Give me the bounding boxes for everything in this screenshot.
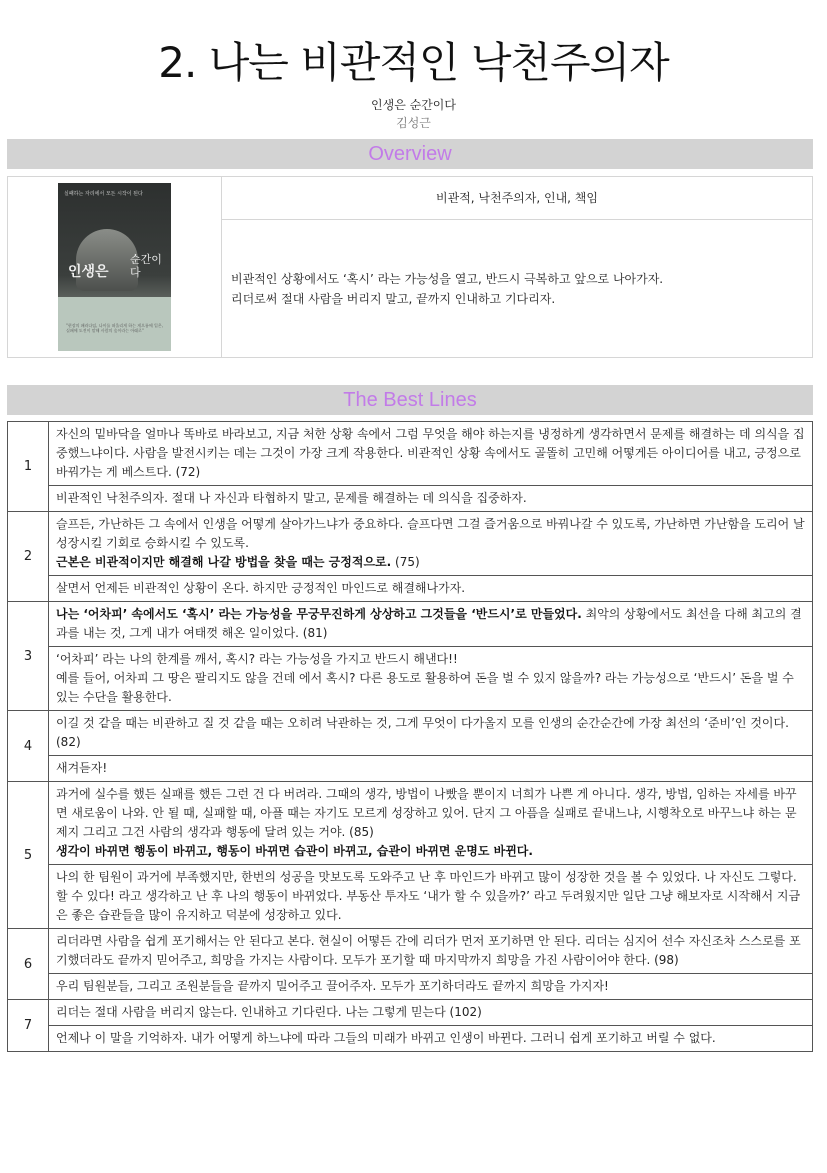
table-row	[8, 647, 813, 711]
note-text: 비관적인 낙천주의자. 절대 나 자신과 타협하지 말고, 문제를 해결하는 데 의식을 집중하자.	[56, 491, 527, 505]
entry-number: 7	[8, 1000, 49, 1052]
quote-cell	[49, 782, 813, 865]
quote-cell	[49, 1000, 813, 1026]
note-cell	[49, 974, 813, 1000]
quote-page-ref: (75)	[391, 555, 420, 569]
table-row	[8, 422, 813, 486]
best-lines-table	[7, 421, 813, 1052]
entry-number: 6	[8, 929, 49, 1000]
summary-line: 비관적인 상황에서도 ‘혹시’ 라는 가능성을 열고, 반드시 극복하고 앞으로 나아가자.	[231, 272, 664, 286]
quote-text: 이길 것 같을 때는 비관하고 질 것 같을 때는 오히려 낙관하는 것, 그게 무엇이 다가올지 모를 인생의 순간순간에 가장 최선의 ‘준비’인 것이다. (82)	[56, 716, 789, 749]
quote-cell	[49, 711, 813, 756]
note-text: 살면서 언제든 비관적인 상황이 온다. 하지만 긍정적인 마인드로 해결해나가자.	[56, 581, 466, 595]
quote-cell	[49, 929, 813, 974]
quote-cell	[49, 512, 813, 576]
quote-cell	[49, 422, 813, 486]
table-row	[8, 1000, 813, 1026]
overview-box	[7, 176, 813, 358]
note-text: 나의 한 팀원이 과거에 부족했지만, 한번의 성공을 맛보도록 도와주고 난 후 마인드가 바뀌고 많이 성장한 것을 볼 수 있었다. 나 자신도 그렇다. 할 수 있다! 라고 생각하고 난 후 나의 행동이 바뀌었다. 부동산 투자도 ‘내가 할 수 있을까?’ 라고 두려웠지만 일단 그냥 해보자로 시작해서 지금은 좋은 습관들을 많이 유지하고 덕분에 성장하고 있다.	[56, 870, 801, 922]
note-text: ‘어차피’ 라는 나의 한계를 깨서, 혹시? 라는 가능성을 가지고 반드시 해낸다!!	[56, 652, 458, 666]
quote-cell	[49, 602, 813, 647]
entry-number: 5	[8, 782, 49, 929]
entry-number: 2	[8, 512, 49, 602]
table-row	[8, 602, 813, 647]
table-row	[8, 782, 813, 865]
note-cell	[49, 486, 813, 512]
table-row	[8, 929, 813, 974]
entry-number: 4	[8, 711, 49, 782]
quote-text: 최악의 상황에서도 최선을 다해 최고의 결과를 내는 것, 그게 내가 여태껏 해온 일이었다. (81)	[56, 607, 802, 640]
note-text: 예를 들어, 어차피 그 땅은 팔리지도 않을 건데 에서 혹시? 다른 용도로 활용하여 돈을 벌 수 있지 않을까? 라는 가능성으로 ‘반드시’ 돈을 벌 수 있는 수단을 활용한다.	[56, 671, 794, 704]
book-cover-image	[58, 183, 171, 351]
summary-line: 리더로써 절대 사람을 버리지 말고, 끝까지 인내하고 기다리자.	[231, 292, 556, 306]
table-row	[8, 756, 813, 782]
table-row	[8, 974, 813, 1000]
quote-text: 자신의 밑바닥을 얼마나 똑바로 바라보고, 지금 처한 상황 속에서 그럼 무엇을 해야 하는지를 냉정하게 생각하면서 문제를 해결하는 데 의식을 집중했느냐이다. 사람을 발전시키는 데는 그것이 가장 크게 작용한다. 비관적인 상황 속에서도 골똘히 고민해 어떻게든 아이디어를 내고, 긍정으로 바꿔가는 게 베스트다. (72)	[56, 427, 805, 479]
quote-text: 리더는 절대 사람을 버리지 않는다. 인내하고 기다린다. 나는 그렇게 믿는다 (102)	[56, 1005, 482, 1019]
quote-bold-text: 근본은 비관적이지만 해결해 나갈 방법을 찾을 때는 긍정적으로.	[56, 555, 392, 569]
book-author: 김성근	[396, 116, 431, 130]
table-row	[8, 711, 813, 756]
quote-text: 리더라면 사람을 쉽게 포기해서는 안 된다고 본다. 현실이 어떻든 간에 리더가 먼저 포기하면 안 된다. 리더는 심지어 선수 자신조차 스스로를 포기했더라도 끝까지 믿어주고, 희망을 가지는 사람이다. 모두가 포기할 때 마지막까지 희망을 가진 사람이어야 한다. (98)	[56, 934, 801, 967]
note-text: 언제나 이 말을 기억하자. 내가 어떻게 하느냐에 따라 그들의 미래가 바뀌고 인생이 바뀐다. 그러니 쉽게 포기하고 버릴 수 없다.	[56, 1031, 716, 1045]
note-text: 우리 팀원분들, 그리고 조원분들을 끝까지 밀어주고 끌어주자. 모두가 포기하더라도 끝까지 희망을 가지자!	[56, 979, 609, 993]
book-title: 인생은 순간이다	[371, 98, 456, 112]
overview-heading: Overview	[7, 139, 813, 169]
best-lines-heading: The Best Lines	[7, 385, 813, 415]
note-cell	[49, 576, 813, 602]
table-row	[8, 512, 813, 576]
cover-portrait	[76, 229, 138, 291]
cover-cell	[8, 177, 222, 357]
page-title: 2. 나는 비관적인 낙천주의자	[158, 38, 669, 87]
cover-bottom-text: "현장의 패러다임, 나이를 떠올리게 하는 게으름에 입은, 실패에 도전이 말해 사람의 숲이라는 아래로"	[66, 323, 164, 333]
table-row	[8, 1026, 813, 1052]
note-cell	[49, 756, 813, 782]
entry-number: 1	[8, 422, 49, 512]
note-cell	[49, 865, 813, 929]
entry-number: 3	[8, 602, 49, 711]
table-row	[8, 865, 813, 929]
overview-summary	[231, 269, 806, 309]
note-cell	[49, 647, 813, 711]
keywords: 비관적, 낙천주의자, 인내, 책임	[222, 177, 812, 220]
table-row	[8, 486, 813, 512]
note-text: 새겨듣자!	[56, 761, 108, 775]
quote-text: 과거에 실수를 했든 실패를 했든 그런 건 다 버려라. 그때의 생각, 방법이 나빴을 뿐이지 너희가 나쁜 게 아니다. 생각, 방법, 임하는 자세를 바꾸면 새로움이 나와. 안 될 때, 실패할 때, 아플 때는 자기도 모르게 성장하고 있어. 단지 그 아픔을 실패로 끝내느냐, 시행착오로 바꾸느냐 하는 문제지 그리고 그건 사람의 생각과 행동에 달려 있는 거야. (85)	[56, 787, 797, 839]
cover-title-left: 인생은	[68, 264, 109, 280]
quote-text: 슬프든, 가난하든 그 속에서 인생을 어떻게 살아가느냐가 중요하다. 슬프다면 그걸 즐거움으로 바꿔나갈 수 있도록, 가난하면 가난함을 도리어 날 성장시킬 기회로 승화시킬 수 있도록.	[56, 517, 805, 550]
note-cell	[49, 1026, 813, 1052]
quote-bold-text: 생각이 바뀌면 행동이 바뀌고, 행동이 바뀌면 습관이 바뀌고, 습관이 바뀌면 운명도 바뀐다.	[56, 844, 533, 858]
quote-bold-text: 나는 ‘어차피’ 속에서도 ‘혹시’ 라는 가능성을 무궁무진하게 상상하고 그것들을 ‘반드시’로 만들었다.	[56, 607, 582, 621]
cover-title-right: 순간이다	[130, 253, 162, 279]
table-row	[8, 576, 813, 602]
cover-top-text: 실패하는 자리에서 모든 시작이 된다	[64, 191, 143, 197]
